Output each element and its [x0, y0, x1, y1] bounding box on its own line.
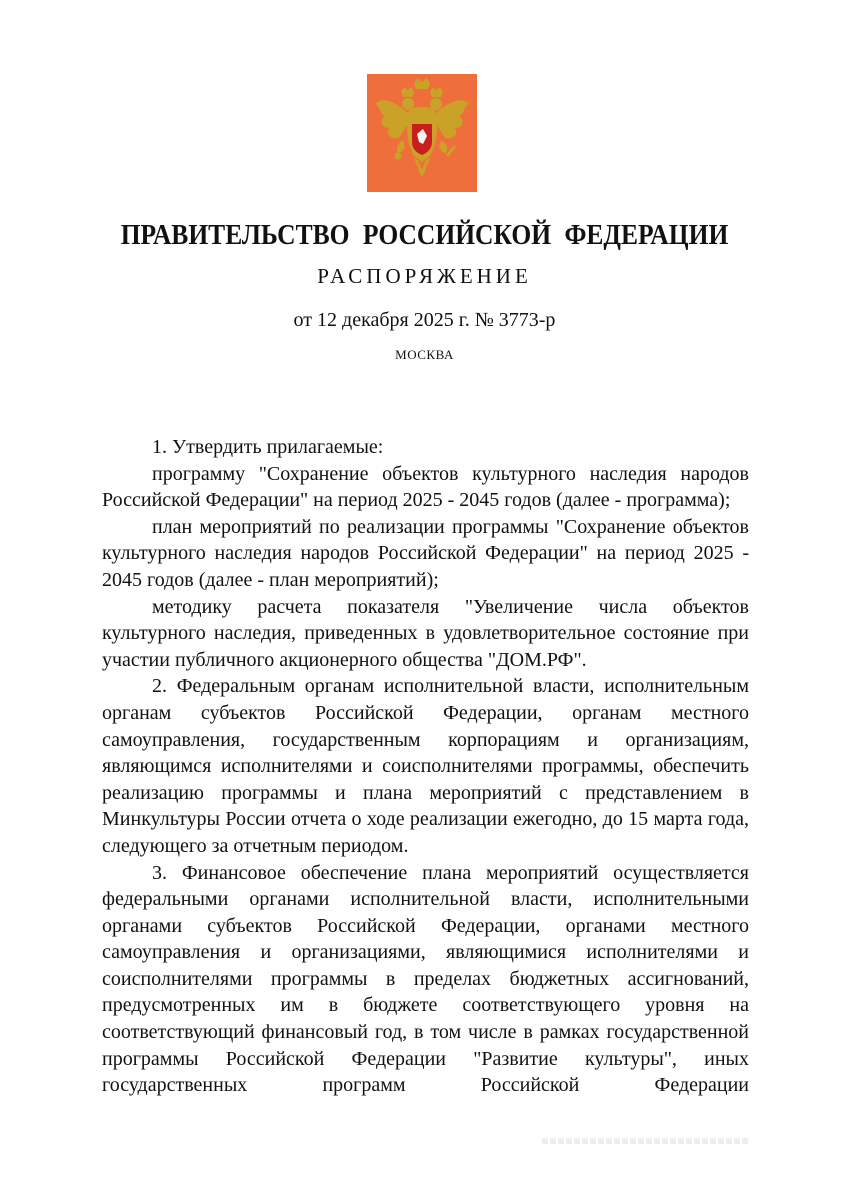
paragraph-5: 2. Федеральным органам исполнительной власти, исполнительным органам субъектов Российской Федерации, органам местного самоуправления, государственным корпорациям и организациям, являющимся исполнителями и соисполнителями программы, обеспечить реализацию программы и плана мероприятий с представлением в Минкультуры России отчета о ходе реализации ежегодно, до 15 марта года, следующего за отчетным периодом.	[102, 675, 749, 857]
paragraph-2: программу "Сохранение объектов культурного наследия народов Российской Федерации" на период 2025 - 2045 годов (далее - программа);	[102, 462, 749, 512]
document-body	[102, 434, 749, 1099]
paragraph-3: план мероприятий по реализации программы "Сохранение объектов культурного наследия народов Российской Федерации" на период 2025 - 2045 годов (далее - план мероприятий);	[102, 515, 749, 591]
footer-barcode-mark	[542, 1138, 748, 1144]
coat-of-arms-emblem	[367, 74, 477, 192]
paragraph-6: 3. Финансовое обеспечение плана мероприятий осуществляется федеральными органами исполнительной власти, исполнительными органами субъектов Российской Федерации, органами местного самоуправления и организациями, являющимися исполнителями и соисполнителями программы в пределах бюджетных ассигнований, предусмотренных им в бюджете соответствующего уровня на соответствующий финансовый год, в том числе в рамках государственной программы Российской Федерации "Развитие культуры", иных государственных программ Российской Федерации	[102, 861, 749, 1097]
russian-coat-of-arms-icon	[367, 74, 477, 192]
document-date-number: от 12 декабря 2025 г. № 3773-р	[293, 309, 556, 331]
government-title: ПРАВИТЕЛЬСТВО РОССИЙСКОЙ ФЕДЕРАЦИИ	[120, 219, 729, 251]
document-city: МОСКВА	[395, 347, 454, 362]
paragraph-1: 1. Утвердить прилагаемые:	[152, 436, 384, 458]
paragraph-4: методику расчета показателя "Увеличение числа объектов культурного наследия, приведенных в удовлетворительное состояние при участии публичного акционерного общества "ДОМ.РФ".	[102, 595, 749, 671]
document-type: РАСПОРЯЖЕНИЕ	[317, 264, 532, 288]
